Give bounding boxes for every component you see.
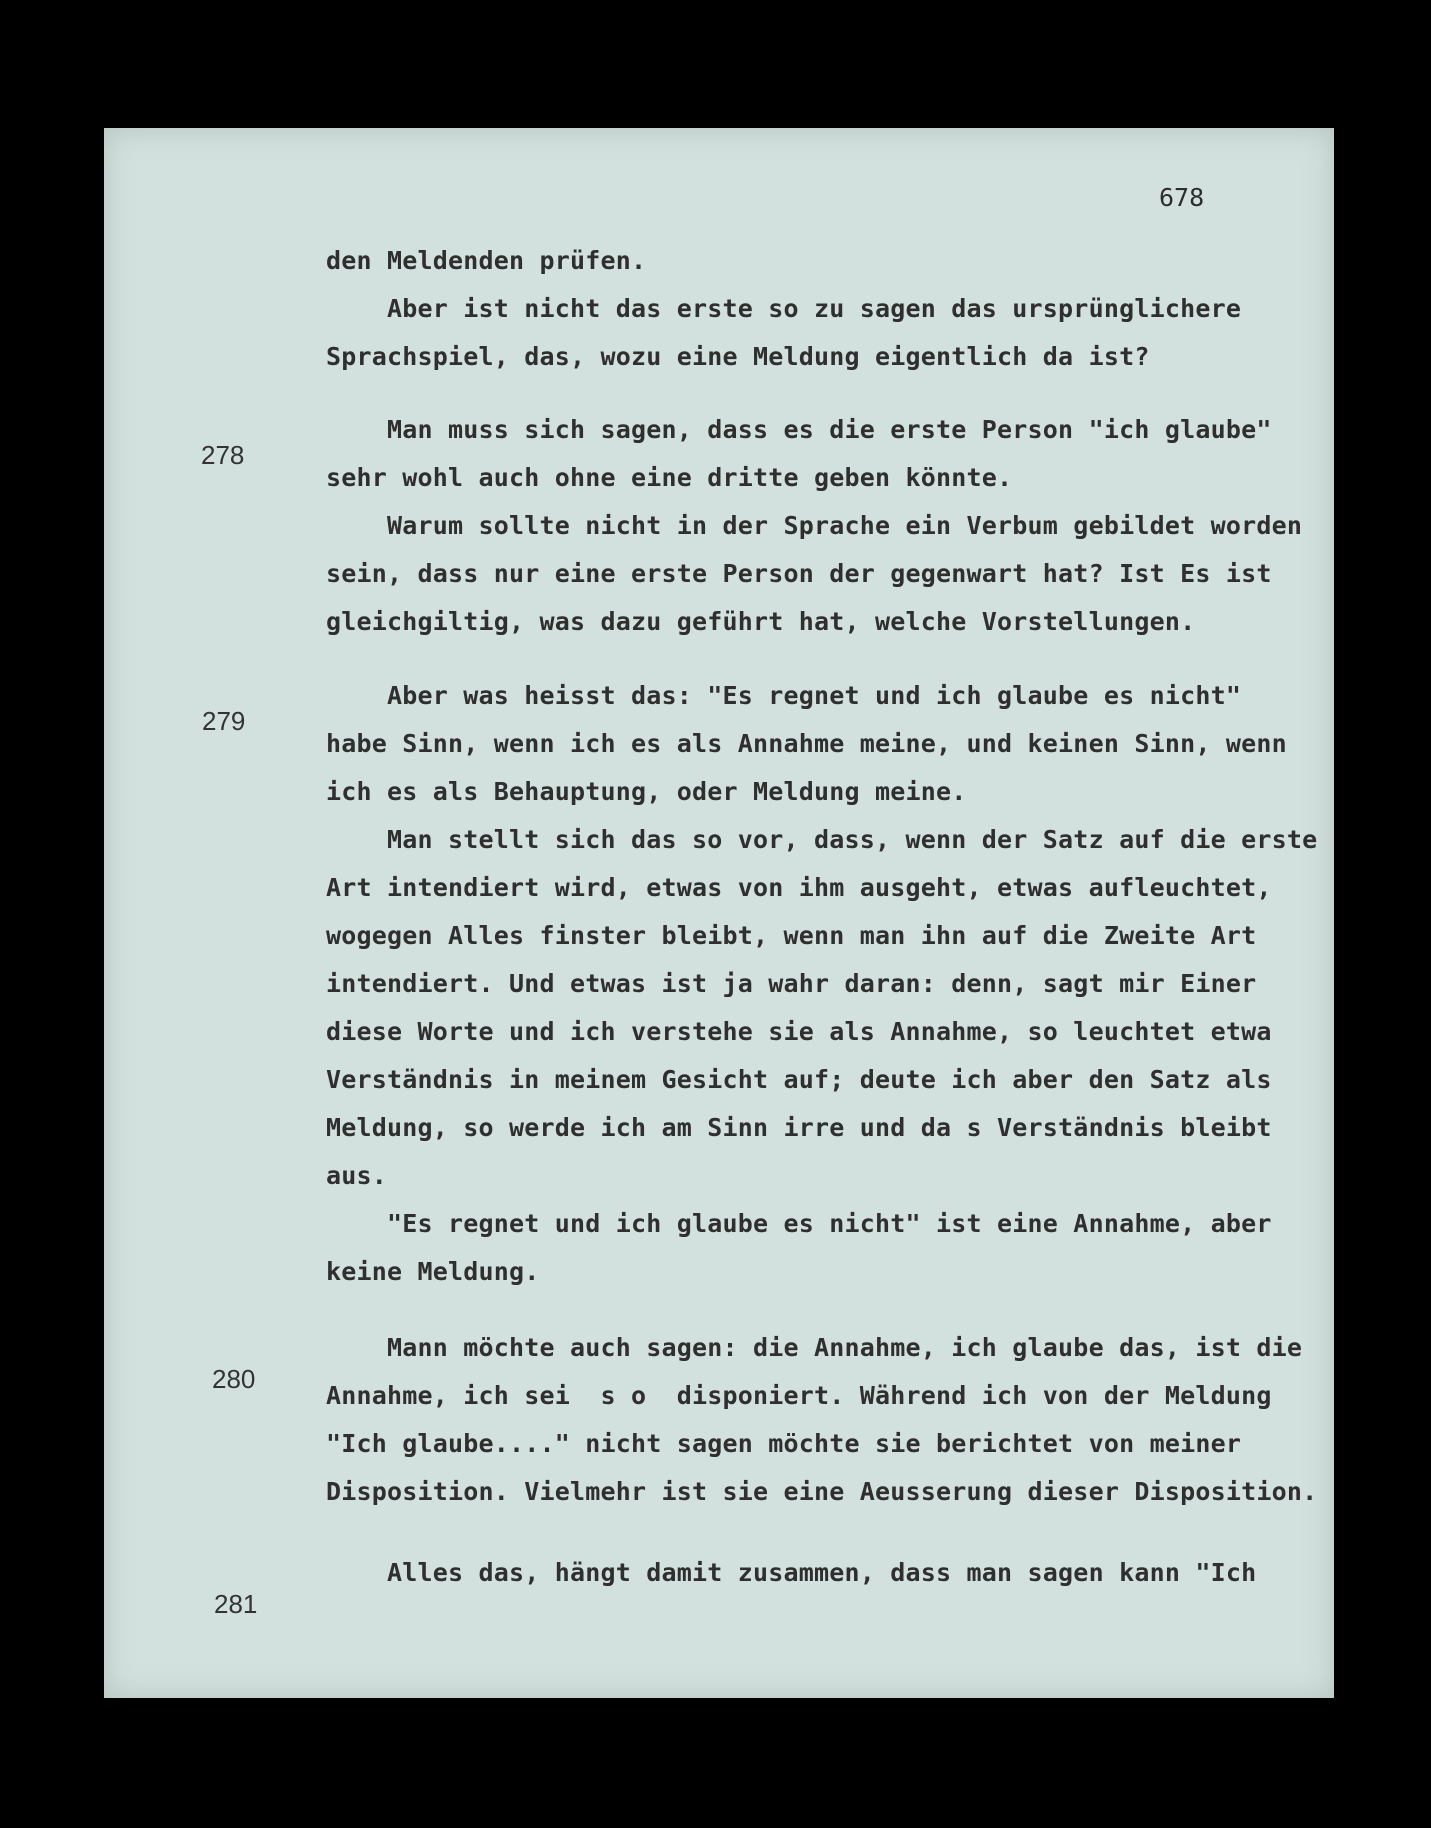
text-line: Meldung, so werde ich am Sinn irre und da s Verständnis bleibt — [326, 1113, 1272, 1142]
page-number: 678 — [1159, 183, 1205, 212]
text-line: habe Sinn, wenn ich es als Annahme meine, und keinen Sinn, wenn — [326, 729, 1287, 758]
text-line: Man muss sich sagen, dass es die erste Person "ich glaube" — [326, 415, 1272, 444]
remark-number-281: 281 — [214, 1589, 258, 1619]
remark-number-278: 278 — [201, 440, 245, 470]
text-line: sehr wohl auch ohne eine dritte geben könnte. — [326, 463, 1013, 492]
text-line: "Ich glaube...." nicht sagen möchte sie berichtet von meiner — [326, 1429, 1242, 1458]
typescript-page — [104, 128, 1334, 1698]
text-line: diese Worte und ich verstehe sie als Annahme, so leuchtet etwa — [326, 1017, 1272, 1046]
text-line: wogegen Alles finster bleibt, wenn man ihn auf die Zweite Art — [326, 921, 1257, 950]
text-line: Warum sollte nicht in der Sprache ein Verbum gebildet worden — [326, 511, 1303, 540]
text-line: Art intendiert wird, etwas von ihm ausgeht, etwas aufleuchtet, — [326, 873, 1272, 902]
text-line: ich es als Behauptung, oder Meldung meine. — [326, 777, 967, 806]
text-line: Mann möchte auch sagen: die Annahme, ich glaube das, ist die — [326, 1333, 1303, 1362]
text-line: Disposition. Vielmehr ist sie eine Aeusserung dieser Disposition. — [326, 1477, 1318, 1506]
text-line: intendiert. Und etwas ist ja wahr daran: denn, sagt mir Einer — [326, 969, 1257, 998]
text-line: Sprachspiel, das, wozu eine Meldung eigentlich da ist? — [326, 342, 1150, 371]
text-line: Aber was heisst das: "Es regnet und ich glaube es nicht" — [326, 681, 1242, 710]
text-line: gleichgiltig, was dazu geführt hat, welche Vorstellungen. — [326, 607, 1196, 636]
text-line: Alles das, hängt damit zusammen, dass man sagen kann "Ich — [326, 1558, 1257, 1587]
text-line: keine Meldung. — [326, 1257, 540, 1286]
text-line: Aber ist nicht das erste so zu sagen das ursprünglichere — [326, 294, 1242, 323]
text-line: Annahme, ich sei s o disponiert. Während ich von der Meldung — [326, 1381, 1272, 1410]
remark-number-279: 279 — [202, 706, 246, 736]
text-line: "Es regnet und ich glaube es nicht" ist eine Annahme, aber — [326, 1209, 1272, 1238]
text-line: Man stellt sich das so vor, dass, wenn der Satz auf die erste — [326, 825, 1318, 854]
text-line: den Meldenden prüfen. — [326, 246, 647, 275]
text-line: aus. — [326, 1161, 388, 1190]
text-line: Verständnis in meinem Gesicht auf; deute ich aber den Satz als — [326, 1065, 1272, 1094]
text-line: sein, dass nur eine erste Person der gegenwart hat? Ist Es ist — [326, 559, 1272, 588]
remark-number-280: 280 — [212, 1364, 256, 1394]
